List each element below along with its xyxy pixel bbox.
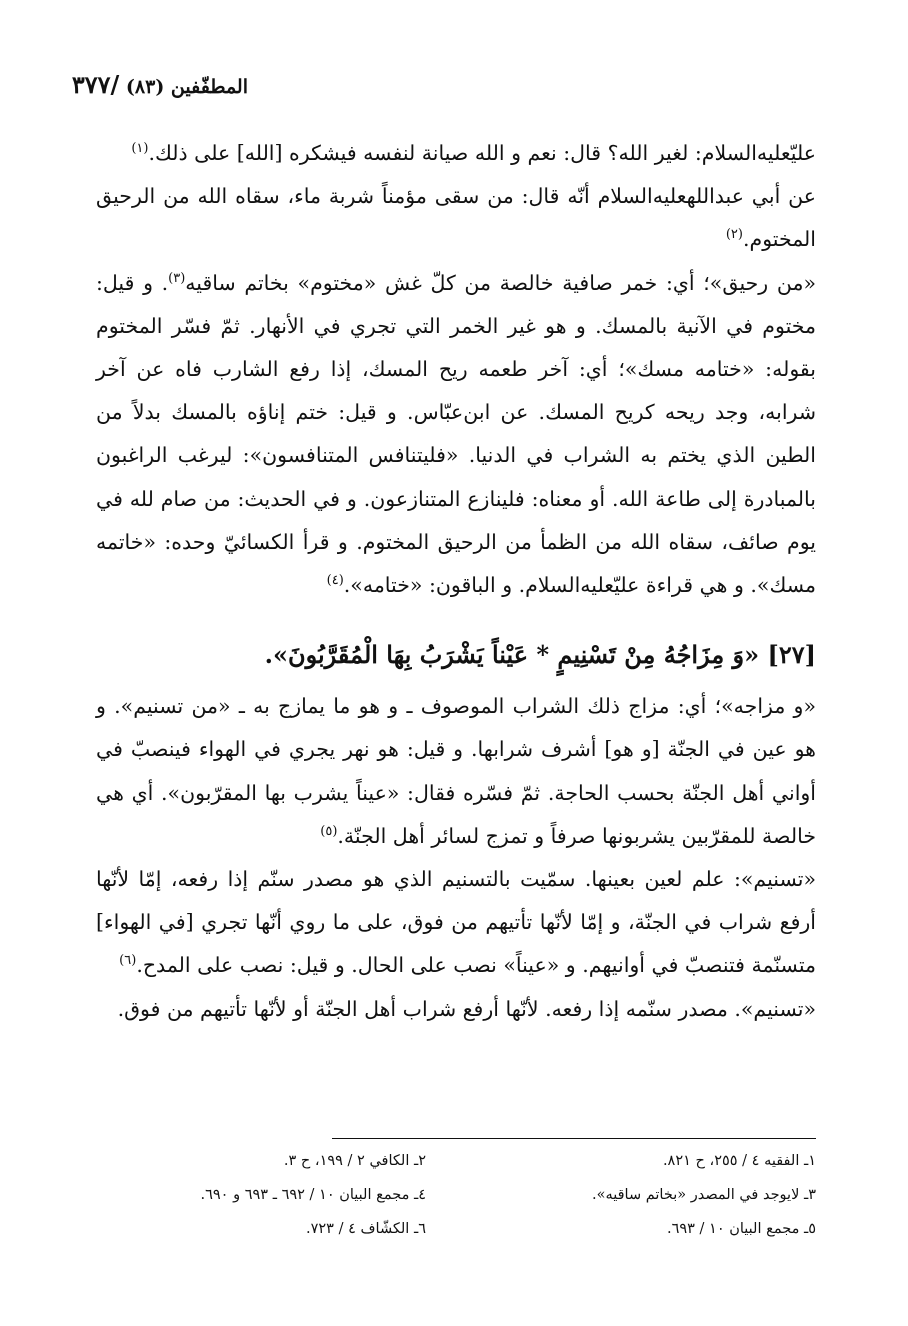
paragraph-3-text-b: . و قيل: مختوم في الآنية بالمسك. و هو غير الخمر التي تجري في الأنهار. ثمّ فسّر المختوم بقوله: «ختامه مسك»؛ أي: آخر طعمه ريح المسك، إذا رفع الشارب فاه عن آخر شرابه، وجد ريحه كريح المسك. عن ابن‌عبّاس. و قيل: ختم إناؤه بالمسك بدلاً من الطين الذي يختم به الشراب في الدنيا. «فليتنافس المتنافسون»: ليرغب الراغبون بالمبادرة إلى طاعة الله. أو معناه: فلينازع المتنازعون. و في الحديث: من صام لله في يوم صائف، سقاه الله من الظمأ من الرحيق المختوم. و قرأ الكسائيّ وحده: «خاتمه مسك». و هي قراءة عليّ‏عليه‌السلام. و الباقون: «ختامه». <box>96 270 816 598</box>
quran-verse-heading: [٢٧] «وَ مِزَاجُهُ مِنْ تَسْنِيمٍ * عَيْناً يَشْرَبُ بِهَا الْمُقَرَّبُونَ». <box>264 640 816 670</box>
paragraph-2 <box>96 175 816 261</box>
paragraph-3 <box>96 262 816 608</box>
footnote-divider <box>332 1138 816 1139</box>
footnote-6: ٦ـ الكشّاف ٤ / ٧٢٣. <box>306 1221 426 1237</box>
footnote-5: ٥ـ مجمع البيان ١٠ / ٦٩٣. <box>666 1221 816 1237</box>
footnote-ref-3[interactable]: (٣) <box>168 270 186 286</box>
footnote-ref-6[interactable]: (٦) <box>119 953 137 969</box>
paragraph-1-text: عليّ‏عليه‌السلام: لغير الله؟ قال: نعم و الله صيانة لنفسه فيشكره [الله] على ذلك. <box>148 141 816 165</box>
footnote-ref-1[interactable]: (١) <box>131 141 149 157</box>
paragraph-5-text: «تسنيم»: علم لعين بعينها. سمّيت بالتسنيم الذي هو مصدر سنّم إذا رفعه، إمّا لأنّها أرفع شراب في الجنّة، و إمّا لأنّها تأتيهم من فوق، على ما روي أنّها تجري [في الهواء] متسنّمة فتنصبّ في أوانيهم. و «عيناً» نصب على الحال. و قيل: نصب على المدح. <box>96 867 816 978</box>
footnote-ref-2[interactable]: (٢) <box>725 227 743 243</box>
paragraph-3-text-a: «من رحيق»؛ أي: خمر صافية خالصة من كلّ غش «مختوم» بخاتم ساقيه <box>185 270 816 295</box>
paragraph-4-text: «و مزاجه»؛ أي: مزاج ذلك الشراب الموصوف ـ و هو ما يمازج به ـ «من تسنيم». و هو عين في الجنّة [و هو] أشرف شرابها. و قيل: هو نهر يجري في الهواء فينصبّ في أواني أهل الجنّة بحسب الحاجة. ثمّ فسّره فقال: «عيناً يشرب بها المقرّبون». أي هي خالصة للمقرّبين يشربونها صرفاً و تمزج لسائر أهل الجنّة. <box>96 694 816 848</box>
footnotes <box>96 1150 816 1241</box>
surah-title: المطفّفين (٨٣) <box>125 76 248 98</box>
paragraph-2-text: عن أبي عبدالله‏عليه‌السلام أنّه قال: من سقى مؤمناً شربة ماء، سقاه الله من الرحيق المختوم. <box>96 184 816 252</box>
paragraph-1 <box>96 132 816 175</box>
paragraph-5 <box>96 858 816 988</box>
running-header <box>72 70 248 99</box>
footnote-ref-5[interactable]: (٥) <box>320 824 338 840</box>
footnote-3: ٣ـ لايوجد في المصدر «بخاتم ساقيه». <box>592 1187 816 1203</box>
paragraph-4 <box>96 685 816 858</box>
footnote-2: ٢ـ الكافي ٢ / ١٩٩، ح ٣. <box>283 1153 426 1169</box>
footnote-4: ٤ـ مجمع البيان ١٠ / ٦٩٢ ـ ٦٩٣ و ٦٩٠. <box>200 1187 426 1203</box>
page-number: /٣٧٧ <box>71 70 120 99</box>
footnote-1: ١ـ الفقيه ٤ / ٢٥٥، ح ٨٢١. <box>662 1153 816 1169</box>
paragraph-6: «تسنيم». مصدر سنّمه إذا رفعه. لأنّها أرفع شراب أهل الجنّة أو لأنّها تأتيهم من فوق. <box>117 996 816 1021</box>
main-text <box>96 132 816 1031</box>
footnote-ref-4[interactable]: (٤) <box>326 573 344 589</box>
